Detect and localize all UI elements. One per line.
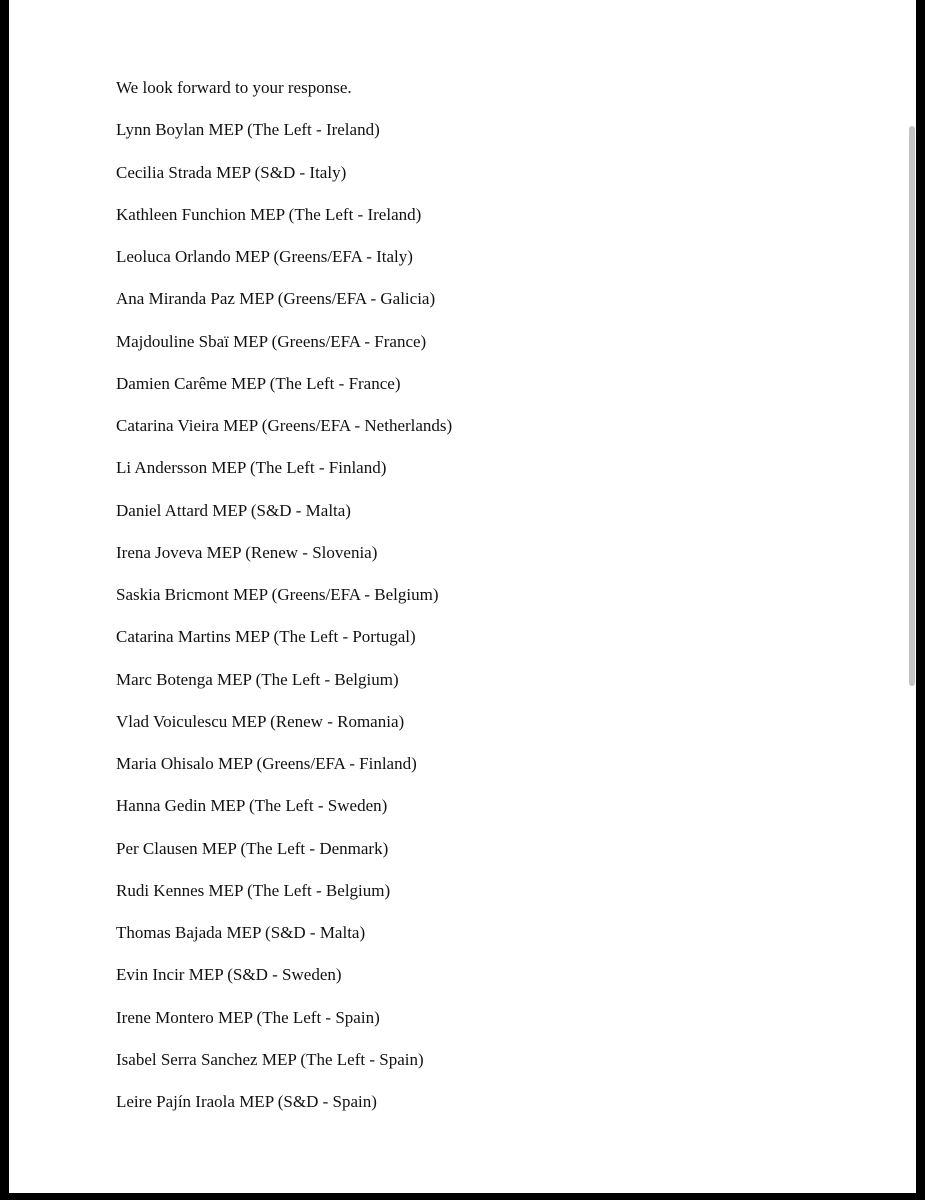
signatory-line: Kathleen Funchion MEP (The Left - Ireland): [116, 204, 422, 224]
closing-sentence: We look forward to your response.: [116, 78, 352, 97]
signatory-line: Daniel Attard MEP (S&D - Malta): [116, 500, 351, 520]
signatory-line: Saskia Bricmont MEP (Greens/EFA - Belgium): [116, 585, 439, 604]
signatory-line: Leoluca Orlando MEP (Greens/EFA - Italy): [116, 247, 413, 266]
signatory-line: Evin Incir MEP (S&D - Sweden): [116, 965, 342, 985]
signatory-line: Catarina Martins MEP (The Left - Portugal): [116, 627, 416, 647]
signatory-line: Cecilia Strada MEP (S&D - Italy): [116, 162, 347, 182]
signatory-line: Hanna Gedin MEP (The Left - Sweden): [116, 796, 388, 816]
signatory-line: Vlad Voiculescu MEP (Renew - Romania): [116, 711, 405, 731]
signatory-line: Ana Miranda Paz MEP (Greens/EFA - Galicia): [116, 289, 436, 309]
right-frame-border: [916, 0, 925, 1200]
left-frame-border: [0, 0, 9, 1200]
signatory-line: Maria Ohisalo MEP (Greens/EFA - Finland): [116, 754, 417, 773]
signatory-line: Rudi Kennes MEP (The Left - Belgium): [116, 880, 391, 900]
signatory-line: Irene Montero MEP (The Left - Spain): [116, 1007, 380, 1027]
bottom-frame-border: [0, 1193, 925, 1200]
scrollbar-thumb[interactable]: [909, 126, 915, 686]
signatory-line: Irena Joveva MEP (Renew - Slovenia): [116, 542, 378, 562]
letter-body: [116, 76, 876, 1132]
signatory-line: Per Clausen MEP (The Left - Denmark): [116, 838, 389, 858]
document-page: [9, 0, 905, 1193]
signatory-line: Marc Botenga MEP (The Left - Belgium): [116, 669, 399, 689]
signatory-line: Damien Carême MEP (The Left - France): [116, 373, 401, 393]
signatory-line: Leire Pajín Iraola MEP (S&D - Spain): [116, 1092, 377, 1111]
signatory-line: Catarina Vieira MEP (Greens/EFA - Netherlands): [116, 416, 453, 435]
signatory-line: Li Andersson MEP (The Left - Finland): [116, 458, 387, 478]
signatory-line: Isabel Serra Sanchez MEP (The Left - Spain): [116, 1049, 424, 1069]
signatory-line: Lynn Boylan MEP (The Left - Ireland): [116, 120, 380, 140]
signatory-line: Majdouline Sbaï MEP (Greens/EFA - France): [116, 331, 427, 351]
signatory-line: Thomas Bajada MEP (S&D - Malta): [116, 923, 366, 942]
